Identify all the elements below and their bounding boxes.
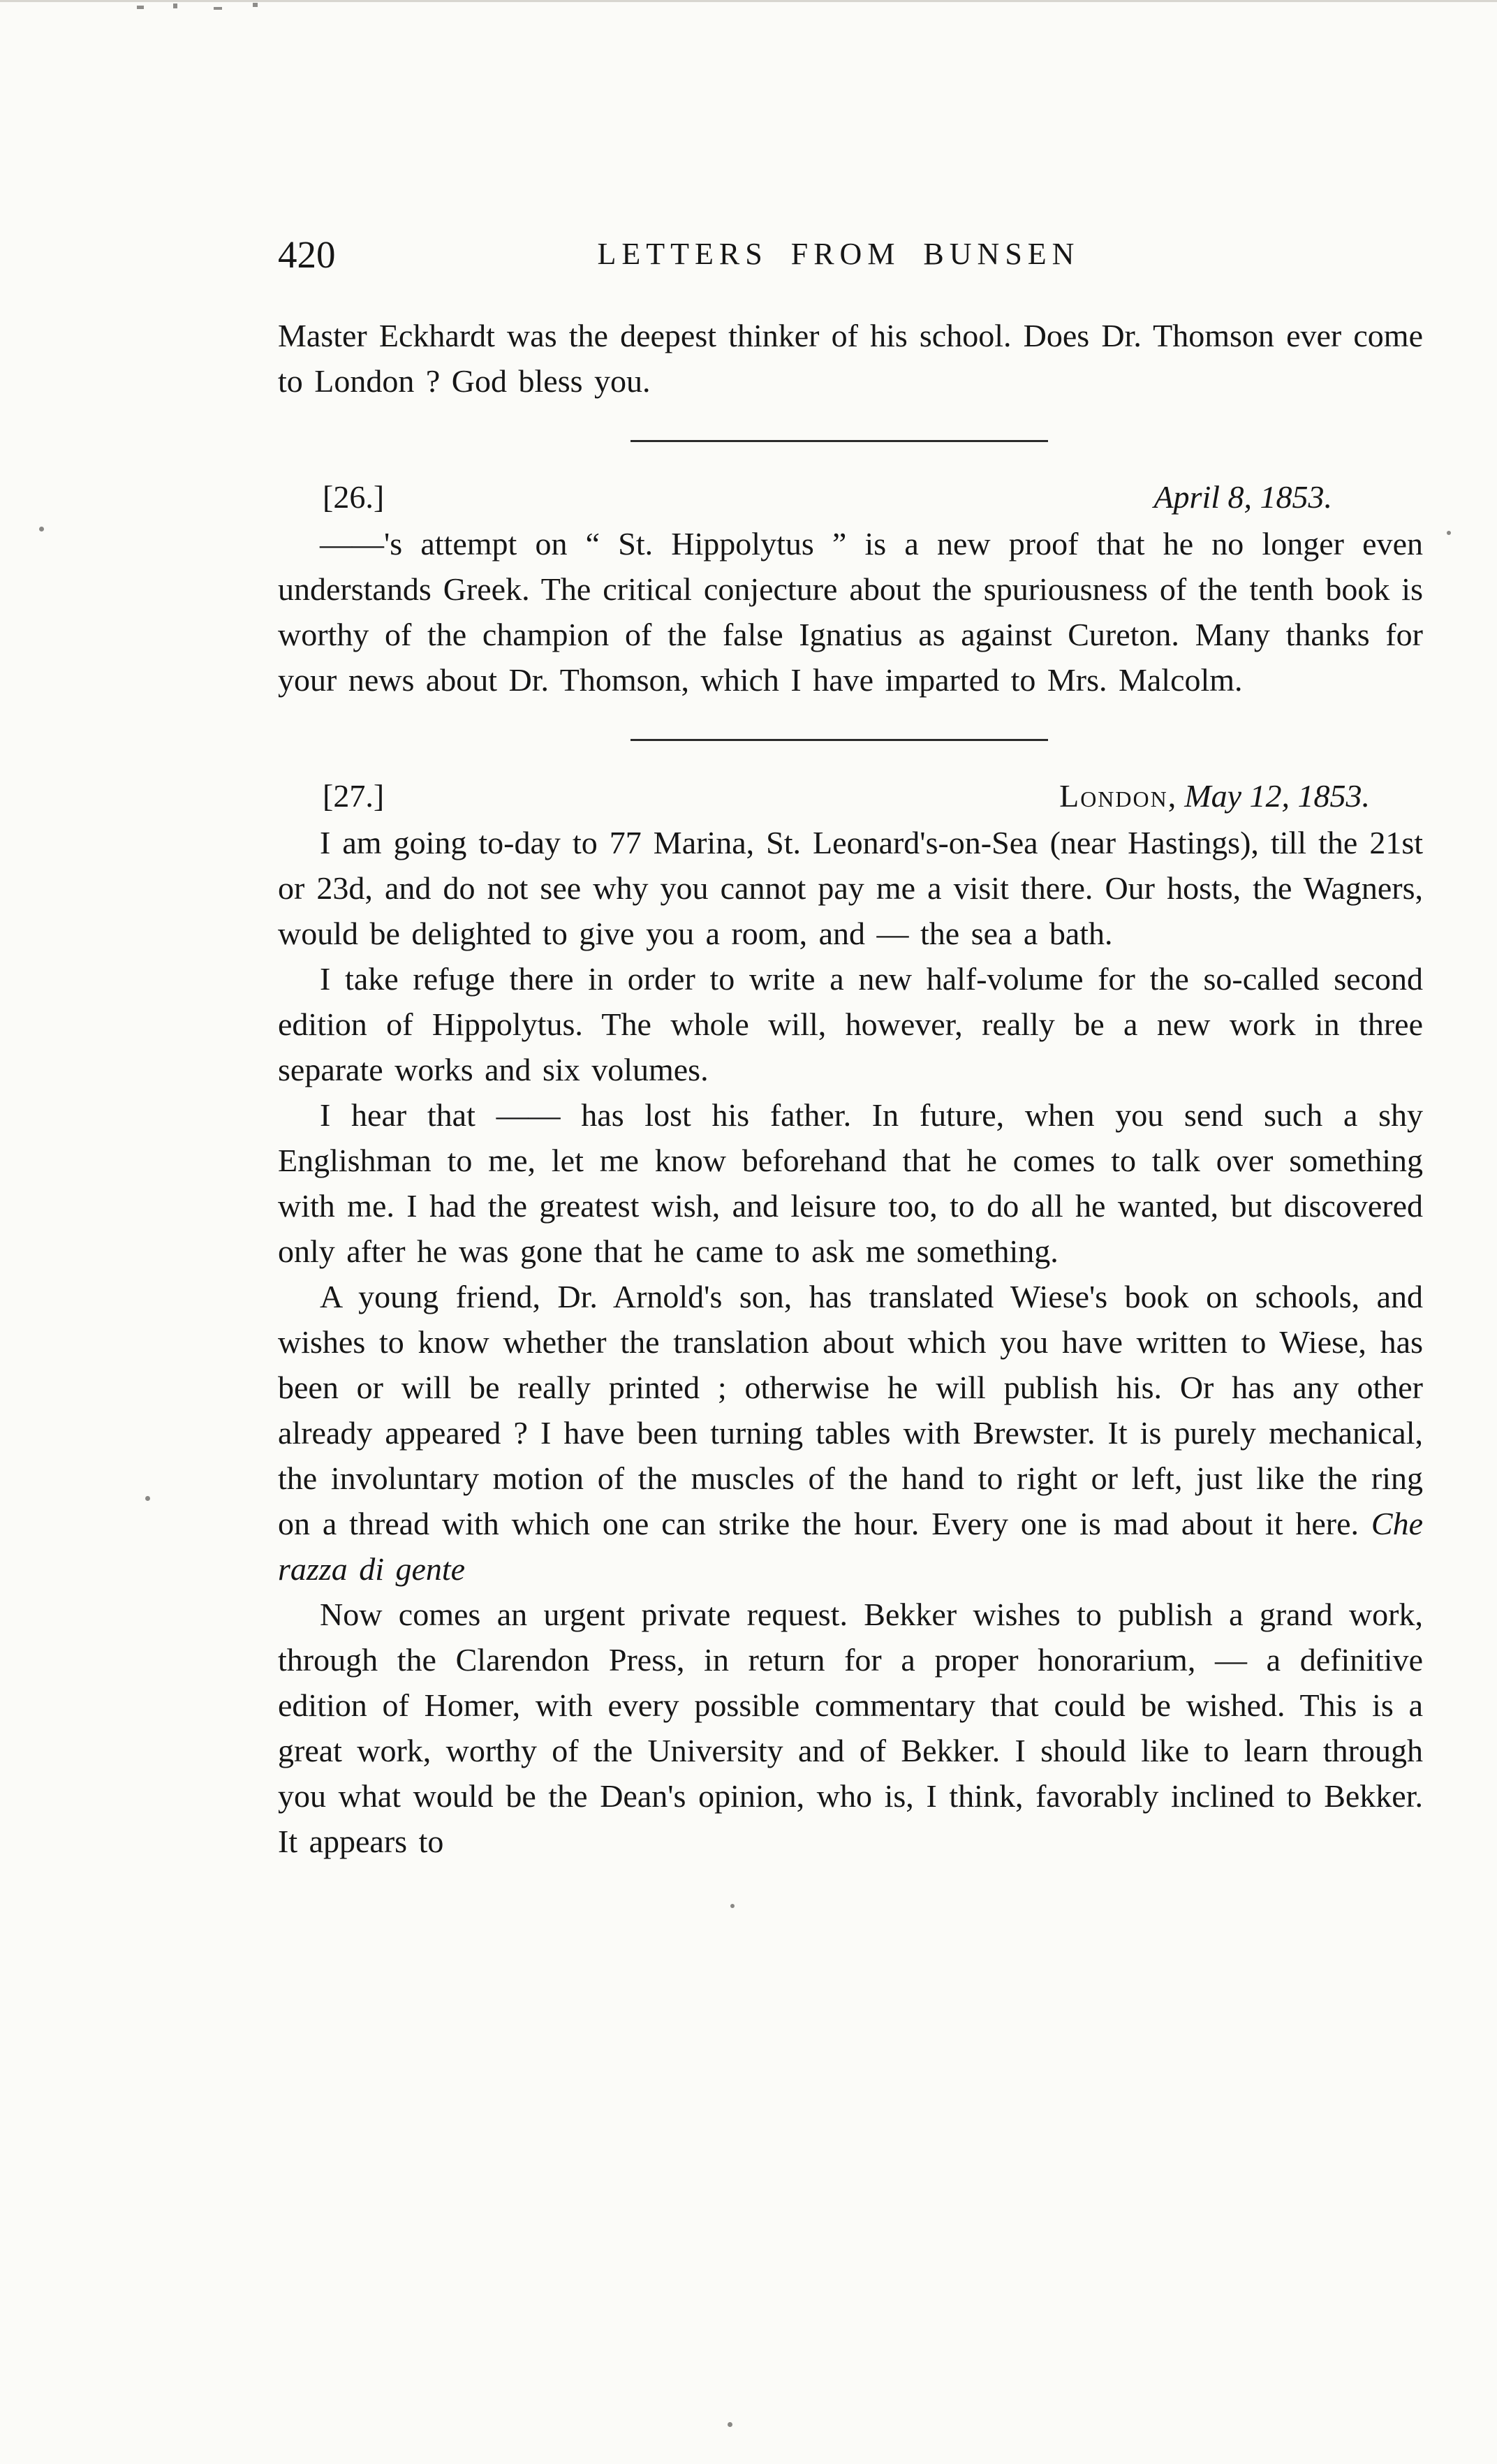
letter-27-label: [27.]: [323, 778, 385, 814]
italic-phrase: Che razza di gente: [278, 1506, 1423, 1587]
scan-speck: [1447, 531, 1451, 535]
letter-27-paragraph: [278, 1274, 1423, 1592]
letter-27-paragraph: Now comes an urgent private request. Bekker wishes to publish a grand work, through the Clarendon Press, in return for a proper honorarium, — a definitive edition of Homer, with every possible commentary that could be wished. This is a great work, worthy of the University and of Bekker. I should like to learn through you what would be the Dean's opinion, who is, I think, favorably inclined to Bekker. It appears to: [278, 1597, 1423, 1859]
scan-speck: [173, 3, 177, 8]
letter-27-place: London,: [1059, 778, 1178, 814]
letter-27-paragraph: I am going to-day to 77 Marina, St. Leonard's-on-Sea (near Hastings), till the 21st or 23d, and do not see why you cannot pay me a visit there. Our hosts, the Wagners, would be delighted to give you a room, and — the sea a bath.: [278, 825, 1423, 951]
scan-speck: [728, 2422, 732, 2427]
section-divider: [630, 739, 1048, 741]
letter-27-paragraph-text: A young friend, Dr. Arnold's son, has translated Wiese's book on schools, and wishes to know whether the translation about which you have written to Wiese, has been or will be really printed ; otherwise he will publish his. Or has any other already appeared ? I have been turning tables with Brewster. It is purely mechanical, the involuntary motion of the muscles of the hand to right or left, just like the ring on a thread with which one can strike the hour. Every one is mad about it here.: [278, 1279, 1423, 1541]
page-number: 420: [278, 233, 336, 276]
continuation-paragraph: Master Eckhardt was the deepest thinker of his school. Does Dr. Thomson ever come to London ? God bless you.: [278, 318, 1423, 399]
page-text-block: [278, 230, 1423, 1864]
scan-speck: [730, 1904, 735, 1908]
letter-27-paragraph: I take refuge there in order to write a new half-volume for the so-called second edition of Hippolytus. The whole will, however, really be a new work in three separate works and six volumes.: [278, 961, 1423, 1087]
running-header: LETTERS FROM BUNSEN: [597, 237, 1080, 271]
scan-speck: [145, 1496, 150, 1501]
letter-27-dateline: [1059, 773, 1370, 819]
scan-speck: [253, 3, 258, 7]
section-divider: [630, 440, 1048, 442]
running-head: [278, 230, 1423, 274]
letter-26-paragraph: ——'s attempt on “ St. Hippolytus ” is a new proof that he no longer even understands Greek. The critical conjecture about the spuriousness of the tenth book is worthy of the champion of the false Ignatius as against Cureton. Many thanks for your news about Dr. Thomson, which I have imparted to Mrs. Malcolm.: [278, 526, 1423, 698]
letter-26-heading: [278, 474, 1423, 520]
letter-26-label: [26.]: [323, 479, 385, 515]
scan-speck: [214, 7, 222, 10]
scan-speck: [39, 527, 44, 531]
letter-27-paragraph: I hear that —— has lost his father. In future, when you send such a shy Englishman to me, let me know beforehand that he comes to talk over something with me. I had the greatest wish, and leisure too, to do all he wanted, but discovered only after he was gone that he came to ask me something.: [278, 1097, 1423, 1269]
letter-26-dateline: April 8, 1853.: [1153, 479, 1332, 515]
letter-27-heading: [278, 773, 1423, 819]
scan-speck: [137, 6, 144, 9]
scan-edge-artifact: [0, 0, 1497, 2]
letter-27-date: May 12, 1853.: [1184, 778, 1370, 814]
